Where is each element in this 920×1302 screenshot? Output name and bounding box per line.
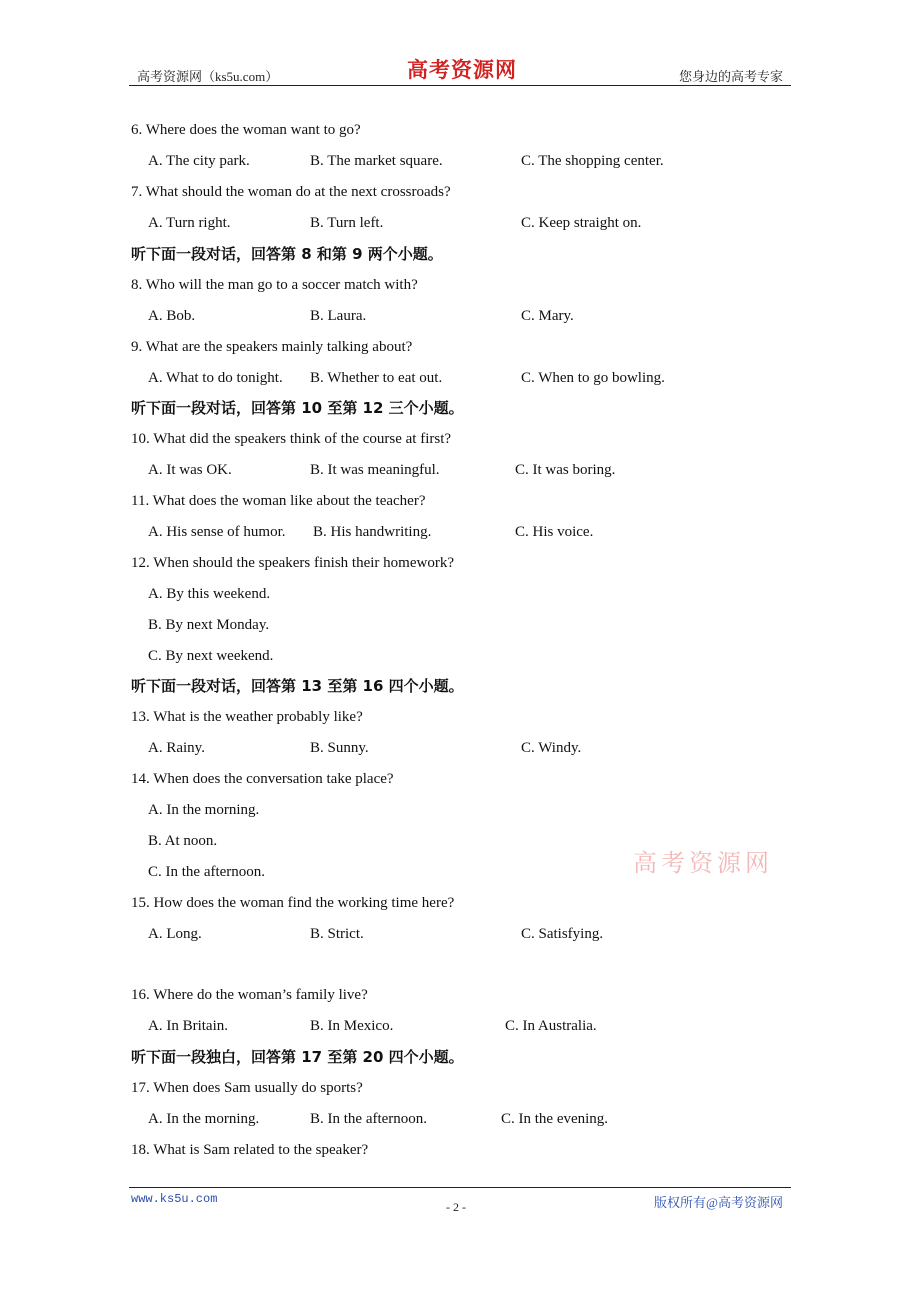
header-logo: 高考资源网 [407, 57, 517, 82]
section-heading: 听下面一段对话，回答第 13 至第 16 四个小题。 [131, 677, 464, 695]
question-8: 8. Who will the man go to a soccer match with? [131, 277, 418, 293]
header-left-text: 高考资源网（ks5u.com） [137, 69, 279, 84]
question-16-option-c: C. In Australia. [505, 1018, 597, 1034]
question-12-option-a: A. By this weekend. [148, 586, 271, 602]
page-number: - 2 - [446, 1200, 466, 1214]
question-9-option-c: C. When to go bowling. [521, 370, 665, 386]
question-8-option-a: A. Bob. [148, 308, 196, 324]
section-heading: 听下面一段对话，回答第 10 至第 12 三个小题。 [131, 399, 464, 417]
question-8-option-b: B. Laura. [310, 308, 367, 324]
question-11-option-a: A. His sense of humor. [148, 524, 286, 540]
question-15-option-c: C. Satisfying. [521, 926, 604, 942]
question-14-option-b: B. At noon. [148, 833, 218, 849]
question-10: 10. What did the speakers think of the course at first? [131, 431, 452, 447]
question-14-option-a: A. In the morning. [148, 802, 260, 818]
question-17-option-a: A. In the morning. [148, 1111, 260, 1127]
question-6-option-c: C. The shopping center. [521, 153, 664, 169]
question-10-option-b: B. It was meaningful. [310, 462, 440, 478]
question-6: 6. Where does the woman want to go? [131, 122, 361, 138]
question-11-option-b: B. His handwriting. [313, 524, 432, 540]
question-8-option-c: C. Mary. [521, 308, 574, 324]
question-7-option-a: A. Turn right. [148, 215, 231, 231]
question-9: 9. What are the speakers mainly talking about? [131, 339, 413, 355]
question-9-option-a: A. What to do tonight. [148, 370, 283, 386]
question-16: 16. Where do the woman’s family live? [131, 987, 368, 1003]
question-14-option-c: C. In the afternoon. [148, 864, 266, 880]
section-heading: 听下面一段独白，回答第 17 至第 20 四个小题。 [131, 1048, 464, 1066]
question-7: 7. What should the woman do at the next crossroads? [131, 184, 451, 200]
question-6-option-b: B. The market square. [310, 153, 443, 169]
question-14: 14. When does the conversation take place? [131, 771, 394, 787]
question-13-option-a: A. Rainy. [148, 740, 205, 756]
question-7-option-b: B. Turn left. [310, 215, 384, 231]
question-16-option-b: B. In Mexico. [310, 1018, 394, 1034]
section-heading: 听下面一段对话，回答第 8 和第 9 两个小题。 [131, 245, 443, 263]
question-13-option-c: C. Windy. [521, 740, 582, 756]
question-11-option-c: C. His voice. [515, 524, 594, 540]
question-13: 13. What is the weather probably like? [131, 709, 363, 725]
header-right-text: 您身边的高考专家 [678, 69, 783, 84]
footer-link[interactable]: www.ks5u.com [131, 1192, 218, 1206]
question-15: 15. How does the woman find the working time here? [131, 895, 455, 911]
question-12: 12. When should the speakers finish their homework? [131, 555, 454, 571]
question-9-option-b: B. Whether to eat out. [310, 370, 443, 386]
question-18: 18. What is Sam related to the speaker? [131, 1142, 369, 1158]
header-divider [129, 85, 791, 86]
question-17-option-c: C. In the evening. [501, 1111, 609, 1127]
question-7-option-c: C. Keep straight on. [521, 215, 642, 231]
question-16-option-a: A. In Britain. [148, 1018, 228, 1034]
watermark: 高考资源网 [633, 849, 773, 877]
footer-copyright: 版权所有@高考资源网 [654, 1195, 783, 1210]
question-17-option-b: B. In the afternoon. [310, 1111, 428, 1127]
question-17: 17. When does Sam usually do sports? [131, 1080, 363, 1096]
question-10-option-a: A. It was OK. [148, 462, 232, 478]
question-12-option-b: B. By next Monday. [148, 617, 270, 633]
question-11: 11. What does the woman like about the teacher? [131, 493, 426, 509]
footer-divider [129, 1187, 791, 1188]
question-15-option-a: A. Long. [148, 926, 202, 942]
question-12-option-c: C. By next weekend. [148, 648, 274, 664]
question-6-option-a: A. The city park. [148, 153, 250, 169]
question-15-option-b: B. Strict. [310, 926, 364, 942]
question-10-option-c: C. It was boring. [515, 462, 616, 478]
question-13-option-b: B. Sunny. [310, 740, 369, 756]
